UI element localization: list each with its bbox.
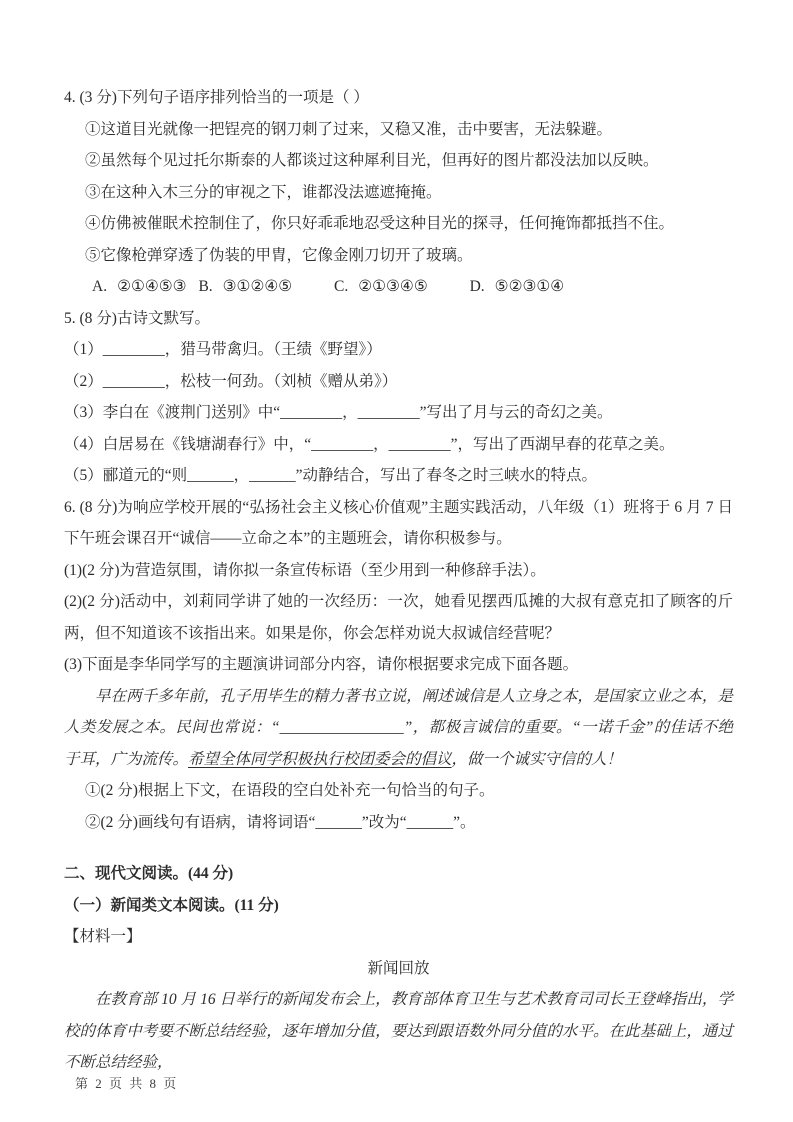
speech-underlined-clause: 希望全体同学积极执行校团委会的倡议 [188,750,452,768]
q4-option-a-label: A. [92,278,108,295]
q5-item-4: （4）白居易在《钱塘湖春行》中，“________，________”，写出了西湖早春的花草之美。 [64,435,675,453]
q4-sentence-1: ①这道目光就像一把锃亮的钢刀刺了过来，又稳又准，击中要害，无法躲避。 [85,120,613,138]
q4-option-a-value: ②①④⑤③ [117,278,187,295]
question-5-stem: 5. (8 分)古诗文默写。 [64,309,210,327]
q6-sub3-q1: ①(2 分)根据上下文，在语段的空白处补充一句恰当的句子。 [85,782,495,799]
material-1-label: 【材料一】 [64,928,142,945]
news-recap-title: 新闻回放 [367,959,430,977]
q4-option-d [470,271,565,303]
q4-options-row [64,271,733,303]
speech-text-before-underline: 早在两千多年前，孔子用毕生的精力著书立说，阐述诚信是人立身之本，是国家立业之本，是人类发展之本。民间也常说：“________________”，都极言诚信的重要。“一诺千金”的佳话不绝于耳，广为流传。 [64,687,733,768]
q4-sentence-4: ④仿佛被催眠术控制住了，你只好乖乖地忍受这种目光的探寻，任何掩饰都抵挡不住。 [85,215,675,232]
section-2-subsection-title: （一）新闻类文本阅读。(11 分) [64,896,279,914]
question-6-stem: 6. (8 分)为响应学校开展的“弘扬社会主义核心价值观”主题实践活动，八年级（1）班将于 6 月 7 日下午班会课召开“诚信——立命之本”的主题班会，请你积极参与。 [64,498,733,547]
q5-item-3: （3）李白在《渡荆门送别》中“________，________”写出了月与云的奇幻之美。 [64,404,613,421]
page-number-footer: 第 2 页 共 8 页 [75,1076,179,1091]
q4-option-d-value: ⑤②③①④ [494,278,565,295]
q4-sentence-2: ②虽然每个见过托尔斯泰的人都谈过这种犀利目光，但再好的图片都没法加以反映。 [85,152,659,169]
q6-sub3-q2: ②(2 分)画线句有语病，请将词语“______”改为“______”。 [85,813,476,831]
q6-sub1: (1)(2 分)为营造氛围，请你拟一条宣传标语（至少用到一种修辞手法）。 [64,561,546,579]
q6-sub2: (2)(2 分)活动中，刘莉同学讲了她的一次经历：一次，她看见摆西瓜摊的大叔有意克扣了顾客的斤两，但不知道该不该指出来。如果是你，你会怎样劝说大叔诚信经营呢？ [64,593,733,642]
q4-sentence-3: ③在这种入木三分的审视之下，谁都没法遮遮掩掩。 [85,183,442,201]
q6-speech-paragraph [64,681,733,776]
question-4-stem: 4. (3 分)下列句子语序排列恰当的一项是（ ） [64,89,369,106]
q5-item-2: （2）________，松枝一何劲。（刘桢《赠从弟》） [64,372,398,390]
q5-item-5: （5）郦道元的“则______，______”动静结合，写出了春冬之时三峡水的特点。 [64,467,598,484]
q4-option-b-label: B. [198,278,213,295]
q4-option-c-value: ②①③④⑤ [358,278,428,295]
q4-option-b-value: ③①②④⑤ [222,278,293,295]
q4-option-d-label: D. [469,278,485,295]
q4-option-a [92,271,187,303]
news-body-paragraph: 在教育部 10 月 16 日举行的新闻发布会上，教育部体育卫生与艺术教育司司长王登峰指出，学校的体育中考要不断总结经验，逐年增加分值，要达到跟语数外同分值的水平。在此基础上，通过不断总结经验， [64,991,733,1071]
speech-text-after-underline: ，做一个诚实守信的人！ [451,750,623,768]
q4-sentence-5: ⑤它像枪弹穿透了伪装的甲胄，它像金刚刀切开了玻璃。 [85,246,473,264]
q6-sub3: (3)下面是李华同学写的主题演讲词部分内容，请你根据要求完成下面各题。 [64,656,579,673]
q4-option-b [198,271,292,303]
q5-item-1: （1）________，猎马带禽归。（王绩《野望》） [64,341,382,358]
q4-option-c-label: C. [334,278,349,295]
q4-option-c [334,271,428,303]
section-2-title: 二、现代文阅读。(44 分) [64,865,234,882]
